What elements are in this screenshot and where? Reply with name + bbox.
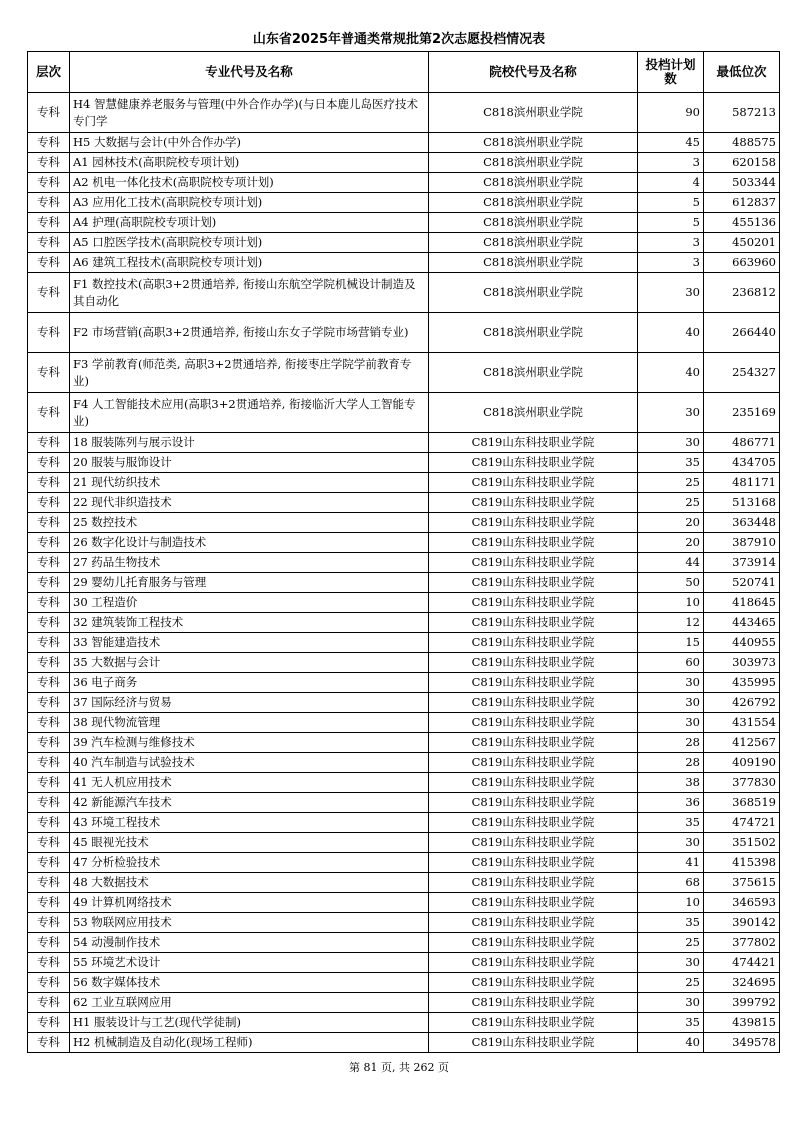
cell-school: C819山东科技职业学院 bbox=[429, 453, 638, 473]
cell-plan: 25 bbox=[638, 973, 704, 993]
cell-school: C819山东科技职业学院 bbox=[429, 733, 638, 753]
cell-level: 专科 bbox=[28, 513, 70, 533]
cell-level: 专科 bbox=[28, 893, 70, 913]
cell-level: 专科 bbox=[28, 653, 70, 673]
cell-rank: 503344 bbox=[704, 173, 780, 193]
cell-rank: 373914 bbox=[704, 553, 780, 573]
cell-major: 39 汽车检测与维修技术 bbox=[70, 733, 429, 753]
cell-major: 22 现代非织造技术 bbox=[70, 493, 429, 513]
table-row bbox=[28, 973, 780, 993]
page-title: 山东省2025年普通类常规批第2次志愿投档情况表 bbox=[252, 32, 546, 47]
cell-level: 专科 bbox=[28, 933, 70, 953]
cell-plan: 15 bbox=[638, 633, 704, 653]
cell-rank: 513168 bbox=[704, 493, 780, 513]
cell-level: 专科 bbox=[28, 213, 70, 233]
table-row bbox=[28, 673, 780, 693]
cell-level: 专科 bbox=[28, 233, 70, 253]
cell-major: A1 园林技术(高职院校专项计划) bbox=[70, 153, 429, 173]
cell-rank: 418645 bbox=[704, 593, 780, 613]
cell-level: 专科 bbox=[28, 713, 70, 733]
cell-plan: 3 bbox=[638, 253, 704, 273]
cell-school: C819山东科技职业学院 bbox=[429, 873, 638, 893]
cell-school: C819山东科技职业学院 bbox=[429, 513, 638, 533]
cell-major: H5 大数据与会计(中外合作办学) bbox=[70, 133, 429, 153]
cell-school: C819山东科技职业学院 bbox=[429, 613, 638, 633]
cell-school: C819山东科技职业学院 bbox=[429, 633, 638, 653]
cell-rank: 346593 bbox=[704, 893, 780, 913]
table-row bbox=[28, 1033, 780, 1053]
cell-school: C819山东科技职业学院 bbox=[429, 973, 638, 993]
cell-school: C818滨州职业学院 bbox=[429, 133, 638, 153]
cell-plan: 40 bbox=[638, 1033, 704, 1053]
cell-school: C819山东科技职业学院 bbox=[429, 813, 638, 833]
cell-rank: 440955 bbox=[704, 633, 780, 653]
cell-rank: 236812 bbox=[704, 273, 780, 313]
cell-major: A5 口腔医学技术(高职院校专项计划) bbox=[70, 233, 429, 253]
cell-plan: 28 bbox=[638, 753, 704, 773]
cell-plan: 30 bbox=[638, 833, 704, 853]
cell-major: 54 动漫制作技术 bbox=[70, 933, 429, 953]
cell-major: H2 机械制造及自动化(现场工程师) bbox=[70, 1033, 429, 1053]
cell-plan: 30 bbox=[638, 673, 704, 693]
cell-plan: 30 bbox=[638, 713, 704, 733]
cell-major: 38 现代物流管理 bbox=[70, 713, 429, 733]
cell-plan: 90 bbox=[638, 93, 704, 133]
cell-rank: 254327 bbox=[704, 353, 780, 393]
cell-rank: 620158 bbox=[704, 153, 780, 173]
cell-rank: 387910 bbox=[704, 533, 780, 553]
cell-plan: 30 bbox=[638, 953, 704, 973]
cell-major: 53 物联网应用技术 bbox=[70, 913, 429, 933]
cell-plan: 30 bbox=[638, 993, 704, 1013]
cell-plan: 3 bbox=[638, 233, 704, 253]
admission-table bbox=[27, 51, 780, 1053]
cell-rank: 266440 bbox=[704, 313, 780, 353]
table-row bbox=[28, 133, 780, 153]
cell-school: C819山东科技职业学院 bbox=[429, 933, 638, 953]
cell-level: 专科 bbox=[28, 553, 70, 573]
cell-plan: 5 bbox=[638, 213, 704, 233]
cell-major: 26 数字化设计与制造技术 bbox=[70, 533, 429, 553]
cell-school: C819山东科技职业学院 bbox=[429, 433, 638, 453]
cell-rank: 434705 bbox=[704, 453, 780, 473]
table-row bbox=[28, 193, 780, 213]
cell-school: C819山东科技职业学院 bbox=[429, 1033, 638, 1053]
cell-plan: 50 bbox=[638, 573, 704, 593]
cell-major: 49 计算机网络技术 bbox=[70, 893, 429, 913]
cell-plan: 12 bbox=[638, 613, 704, 633]
cell-rank: 349578 bbox=[704, 1033, 780, 1053]
table-row bbox=[28, 953, 780, 973]
cell-rank: 455136 bbox=[704, 213, 780, 233]
cell-rank: 412567 bbox=[704, 733, 780, 753]
cell-rank: 399792 bbox=[704, 993, 780, 1013]
cell-level: 专科 bbox=[28, 973, 70, 993]
table-row bbox=[28, 173, 780, 193]
cell-major: 62 工业互联网应用 bbox=[70, 993, 429, 1013]
table-row bbox=[28, 653, 780, 673]
cell-plan: 35 bbox=[638, 1013, 704, 1033]
cell-major: 32 建筑装饰工程技术 bbox=[70, 613, 429, 633]
header-level: 层次 bbox=[28, 52, 70, 93]
cell-rank: 235169 bbox=[704, 393, 780, 433]
cell-school: C818滨州职业学院 bbox=[429, 273, 638, 313]
table-row bbox=[28, 93, 780, 133]
cell-plan: 44 bbox=[638, 553, 704, 573]
cell-major: H4 智慧健康养老服务与管理(中外合作办学)(与日本鹿儿岛医疗技术专门学 bbox=[70, 93, 429, 133]
table-row bbox=[28, 913, 780, 933]
table-row bbox=[28, 593, 780, 613]
table-row bbox=[28, 1013, 780, 1033]
cell-plan: 35 bbox=[638, 453, 704, 473]
cell-level: 专科 bbox=[28, 773, 70, 793]
cell-rank: 481171 bbox=[704, 473, 780, 493]
cell-level: 专科 bbox=[28, 453, 70, 473]
cell-school: C819山东科技职业学院 bbox=[429, 593, 638, 613]
cell-level: 专科 bbox=[28, 393, 70, 433]
table-row bbox=[28, 553, 780, 573]
cell-school: C819山东科技职业学院 bbox=[429, 853, 638, 873]
cell-level: 专科 bbox=[28, 493, 70, 513]
cell-major: 43 环境工程技术 bbox=[70, 813, 429, 833]
cell-school: C819山东科技职业学院 bbox=[429, 693, 638, 713]
cell-rank: 390142 bbox=[704, 913, 780, 933]
cell-plan: 10 bbox=[638, 593, 704, 613]
cell-major: A4 护理(高职院校专项计划) bbox=[70, 213, 429, 233]
table-row bbox=[28, 533, 780, 553]
cell-school: C819山东科技职业学院 bbox=[429, 653, 638, 673]
table-row bbox=[28, 353, 780, 393]
cell-major: 41 无人机应用技术 bbox=[70, 773, 429, 793]
cell-school: C819山东科技职业学院 bbox=[429, 913, 638, 933]
table-row bbox=[28, 773, 780, 793]
cell-school: C819山东科技职业学院 bbox=[429, 833, 638, 853]
table-row bbox=[28, 713, 780, 733]
cell-plan: 30 bbox=[638, 393, 704, 433]
cell-major: 29 婴幼儿托育服务与管理 bbox=[70, 573, 429, 593]
cell-school: C819山东科技职业学院 bbox=[429, 1013, 638, 1033]
cell-school: C819山东科技职业学院 bbox=[429, 553, 638, 573]
cell-level: 专科 bbox=[28, 253, 70, 273]
cell-major: F2 市场营销(高职3+2贯通培养, 衔接山东女子学院市场营销专业) bbox=[70, 313, 429, 353]
cell-major: A2 机电一体化技术(高职院校专项计划) bbox=[70, 173, 429, 193]
cell-plan: 30 bbox=[638, 273, 704, 313]
cell-major: 18 服装陈列与展示设计 bbox=[70, 433, 429, 453]
cell-major: 20 服装与服饰设计 bbox=[70, 453, 429, 473]
cell-level: 专科 bbox=[28, 813, 70, 833]
cell-level: 专科 bbox=[28, 573, 70, 593]
cell-plan: 25 bbox=[638, 473, 704, 493]
cell-level: 专科 bbox=[28, 613, 70, 633]
cell-school: C818滨州职业学院 bbox=[429, 393, 638, 433]
table-row bbox=[28, 793, 780, 813]
cell-major: 30 工程造价 bbox=[70, 593, 429, 613]
cell-major: 27 药品生物技术 bbox=[70, 553, 429, 573]
cell-level: 专科 bbox=[28, 753, 70, 773]
table-row bbox=[28, 873, 780, 893]
cell-level: 专科 bbox=[28, 853, 70, 873]
cell-major: 35 大数据与会计 bbox=[70, 653, 429, 673]
cell-school: C818滨州职业学院 bbox=[429, 213, 638, 233]
cell-major: 33 智能建造技术 bbox=[70, 633, 429, 653]
table-row bbox=[28, 933, 780, 953]
cell-rank: 439815 bbox=[704, 1013, 780, 1033]
cell-plan: 40 bbox=[638, 353, 704, 393]
cell-school: C819山东科技职业学院 bbox=[429, 753, 638, 773]
cell-school: C819山东科技职业学院 bbox=[429, 713, 638, 733]
cell-major: 47 分析检验技术 bbox=[70, 853, 429, 873]
table-header-row bbox=[28, 52, 780, 93]
cell-rank: 587213 bbox=[704, 93, 780, 133]
cell-plan: 30 bbox=[638, 693, 704, 713]
cell-rank: 663960 bbox=[704, 253, 780, 273]
page-footer: 第 81 页, 共 262 页 bbox=[349, 1061, 449, 1074]
table-row bbox=[28, 473, 780, 493]
cell-plan: 25 bbox=[638, 933, 704, 953]
header-major: 专业代号及名称 bbox=[70, 52, 429, 93]
cell-major: A3 应用化工技术(高职院校专项计划) bbox=[70, 193, 429, 213]
cell-school: C818滨州职业学院 bbox=[429, 173, 638, 193]
cell-school: C818滨州职业学院 bbox=[429, 313, 638, 353]
cell-rank: 443465 bbox=[704, 613, 780, 633]
cell-plan: 40 bbox=[638, 313, 704, 353]
table-row bbox=[28, 613, 780, 633]
cell-plan: 45 bbox=[638, 133, 704, 153]
cell-rank: 377802 bbox=[704, 933, 780, 953]
table-row bbox=[28, 253, 780, 273]
table-row bbox=[28, 813, 780, 833]
cell-level: 专科 bbox=[28, 133, 70, 153]
cell-school: C818滨州职业学院 bbox=[429, 253, 638, 273]
cell-plan: 36 bbox=[638, 793, 704, 813]
cell-level: 专科 bbox=[28, 793, 70, 813]
cell-school: C819山东科技职业学院 bbox=[429, 793, 638, 813]
cell-major: A6 建筑工程技术(高职院校专项计划) bbox=[70, 253, 429, 273]
cell-school: C819山东科技职业学院 bbox=[429, 993, 638, 1013]
cell-rank: 415398 bbox=[704, 853, 780, 873]
cell-plan: 41 bbox=[638, 853, 704, 873]
cell-major: 56 数字媒体技术 bbox=[70, 973, 429, 993]
cell-major: 42 新能源汽车技术 bbox=[70, 793, 429, 813]
cell-level: 专科 bbox=[28, 993, 70, 1013]
cell-plan: 20 bbox=[638, 533, 704, 553]
cell-level: 专科 bbox=[28, 873, 70, 893]
cell-plan: 60 bbox=[638, 653, 704, 673]
cell-school: C819山东科技职业学院 bbox=[429, 893, 638, 913]
cell-level: 专科 bbox=[28, 953, 70, 973]
table-row bbox=[28, 693, 780, 713]
table-row bbox=[28, 393, 780, 433]
cell-level: 专科 bbox=[28, 1033, 70, 1053]
cell-major: 40 汽车制造与试验技术 bbox=[70, 753, 429, 773]
cell-school: C819山东科技职业学院 bbox=[429, 473, 638, 493]
header-school: 院校代号及名称 bbox=[429, 52, 638, 93]
table-row bbox=[28, 633, 780, 653]
table-row bbox=[28, 733, 780, 753]
table-row bbox=[28, 493, 780, 513]
table-row bbox=[28, 513, 780, 533]
cell-plan: 25 bbox=[638, 493, 704, 513]
cell-level: 专科 bbox=[28, 93, 70, 133]
cell-rank: 486771 bbox=[704, 433, 780, 453]
cell-major: 45 眼视光技术 bbox=[70, 833, 429, 853]
cell-school: C819山东科技职业学院 bbox=[429, 773, 638, 793]
cell-level: 专科 bbox=[28, 693, 70, 713]
cell-plan: 4 bbox=[638, 173, 704, 193]
cell-rank: 450201 bbox=[704, 233, 780, 253]
cell-rank: 431554 bbox=[704, 713, 780, 733]
cell-level: 专科 bbox=[28, 593, 70, 613]
header-plan: 投档计划数 bbox=[638, 52, 704, 93]
cell-level: 专科 bbox=[28, 173, 70, 193]
cell-plan: 68 bbox=[638, 873, 704, 893]
cell-school: C819山东科技职业学院 bbox=[429, 493, 638, 513]
cell-school: C819山东科技职业学院 bbox=[429, 533, 638, 553]
table-row bbox=[28, 573, 780, 593]
cell-level: 专科 bbox=[28, 833, 70, 853]
cell-school: C818滨州职业学院 bbox=[429, 153, 638, 173]
cell-school: C818滨州职业学院 bbox=[429, 193, 638, 213]
cell-rank: 324695 bbox=[704, 973, 780, 993]
table-row bbox=[28, 273, 780, 313]
cell-level: 专科 bbox=[28, 433, 70, 453]
cell-plan: 5 bbox=[638, 193, 704, 213]
cell-plan: 35 bbox=[638, 913, 704, 933]
table-row bbox=[28, 833, 780, 853]
table-row bbox=[28, 453, 780, 473]
table-row bbox=[28, 213, 780, 233]
cell-level: 专科 bbox=[28, 673, 70, 693]
cell-rank: 612837 bbox=[704, 193, 780, 213]
cell-level: 专科 bbox=[28, 733, 70, 753]
cell-plan: 20 bbox=[638, 513, 704, 533]
cell-rank: 351502 bbox=[704, 833, 780, 853]
cell-school: C818滨州职业学院 bbox=[429, 233, 638, 253]
table-row bbox=[28, 433, 780, 453]
cell-major: 48 大数据技术 bbox=[70, 873, 429, 893]
table-row bbox=[28, 313, 780, 353]
cell-plan: 35 bbox=[638, 813, 704, 833]
cell-school: C818滨州职业学院 bbox=[429, 93, 638, 133]
cell-level: 专科 bbox=[28, 193, 70, 213]
table-row bbox=[28, 753, 780, 773]
table-row bbox=[28, 233, 780, 253]
cell-rank: 368519 bbox=[704, 793, 780, 813]
cell-rank: 363448 bbox=[704, 513, 780, 533]
cell-school: C819山东科技职业学院 bbox=[429, 573, 638, 593]
cell-plan: 10 bbox=[638, 893, 704, 913]
cell-major: 55 环境艺术设计 bbox=[70, 953, 429, 973]
cell-plan: 28 bbox=[638, 733, 704, 753]
cell-major: H1 服装设计与工艺(现代学徒制) bbox=[70, 1013, 429, 1033]
cell-level: 专科 bbox=[28, 533, 70, 553]
cell-rank: 377830 bbox=[704, 773, 780, 793]
cell-level: 专科 bbox=[28, 353, 70, 393]
cell-level: 专科 bbox=[28, 473, 70, 493]
cell-level: 专科 bbox=[28, 1013, 70, 1033]
cell-rank: 375615 bbox=[704, 873, 780, 893]
cell-level: 专科 bbox=[28, 633, 70, 653]
cell-major: F4 人工智能技术应用(高职3+2贯通培养, 衔接临沂大学人工智能专业) bbox=[70, 393, 429, 433]
cell-major: 36 电子商务 bbox=[70, 673, 429, 693]
cell-major: 25 数控技术 bbox=[70, 513, 429, 533]
cell-major: F3 学前教育(师范类, 高职3+2贯通培养, 衔接枣庄学院学前教育专业) bbox=[70, 353, 429, 393]
cell-rank: 474421 bbox=[704, 953, 780, 973]
cell-rank: 474721 bbox=[704, 813, 780, 833]
cell-rank: 435995 bbox=[704, 673, 780, 693]
cell-school: C819山东科技职业学院 bbox=[429, 673, 638, 693]
cell-level: 专科 bbox=[28, 313, 70, 353]
header-rank: 最低位次 bbox=[704, 52, 780, 93]
cell-plan: 30 bbox=[638, 433, 704, 453]
cell-rank: 303973 bbox=[704, 653, 780, 673]
table-row bbox=[28, 893, 780, 913]
cell-level: 专科 bbox=[28, 153, 70, 173]
table-row bbox=[28, 993, 780, 1013]
cell-rank: 409190 bbox=[704, 753, 780, 773]
cell-plan: 3 bbox=[638, 153, 704, 173]
table-row bbox=[28, 153, 780, 173]
cell-major: 37 国际经济与贸易 bbox=[70, 693, 429, 713]
cell-school: C819山东科技职业学院 bbox=[429, 953, 638, 973]
cell-rank: 426792 bbox=[704, 693, 780, 713]
cell-level: 专科 bbox=[28, 913, 70, 933]
cell-rank: 520741 bbox=[704, 573, 780, 593]
cell-rank: 488575 bbox=[704, 133, 780, 153]
cell-major: 21 现代纺织技术 bbox=[70, 473, 429, 493]
cell-major: F1 数控技术(高职3+2贯通培养, 衔接山东航空学院机械设计制造及其自动化 bbox=[70, 273, 429, 313]
cell-plan: 38 bbox=[638, 773, 704, 793]
cell-level: 专科 bbox=[28, 273, 70, 313]
cell-school: C818滨州职业学院 bbox=[429, 353, 638, 393]
table-row bbox=[28, 853, 780, 873]
